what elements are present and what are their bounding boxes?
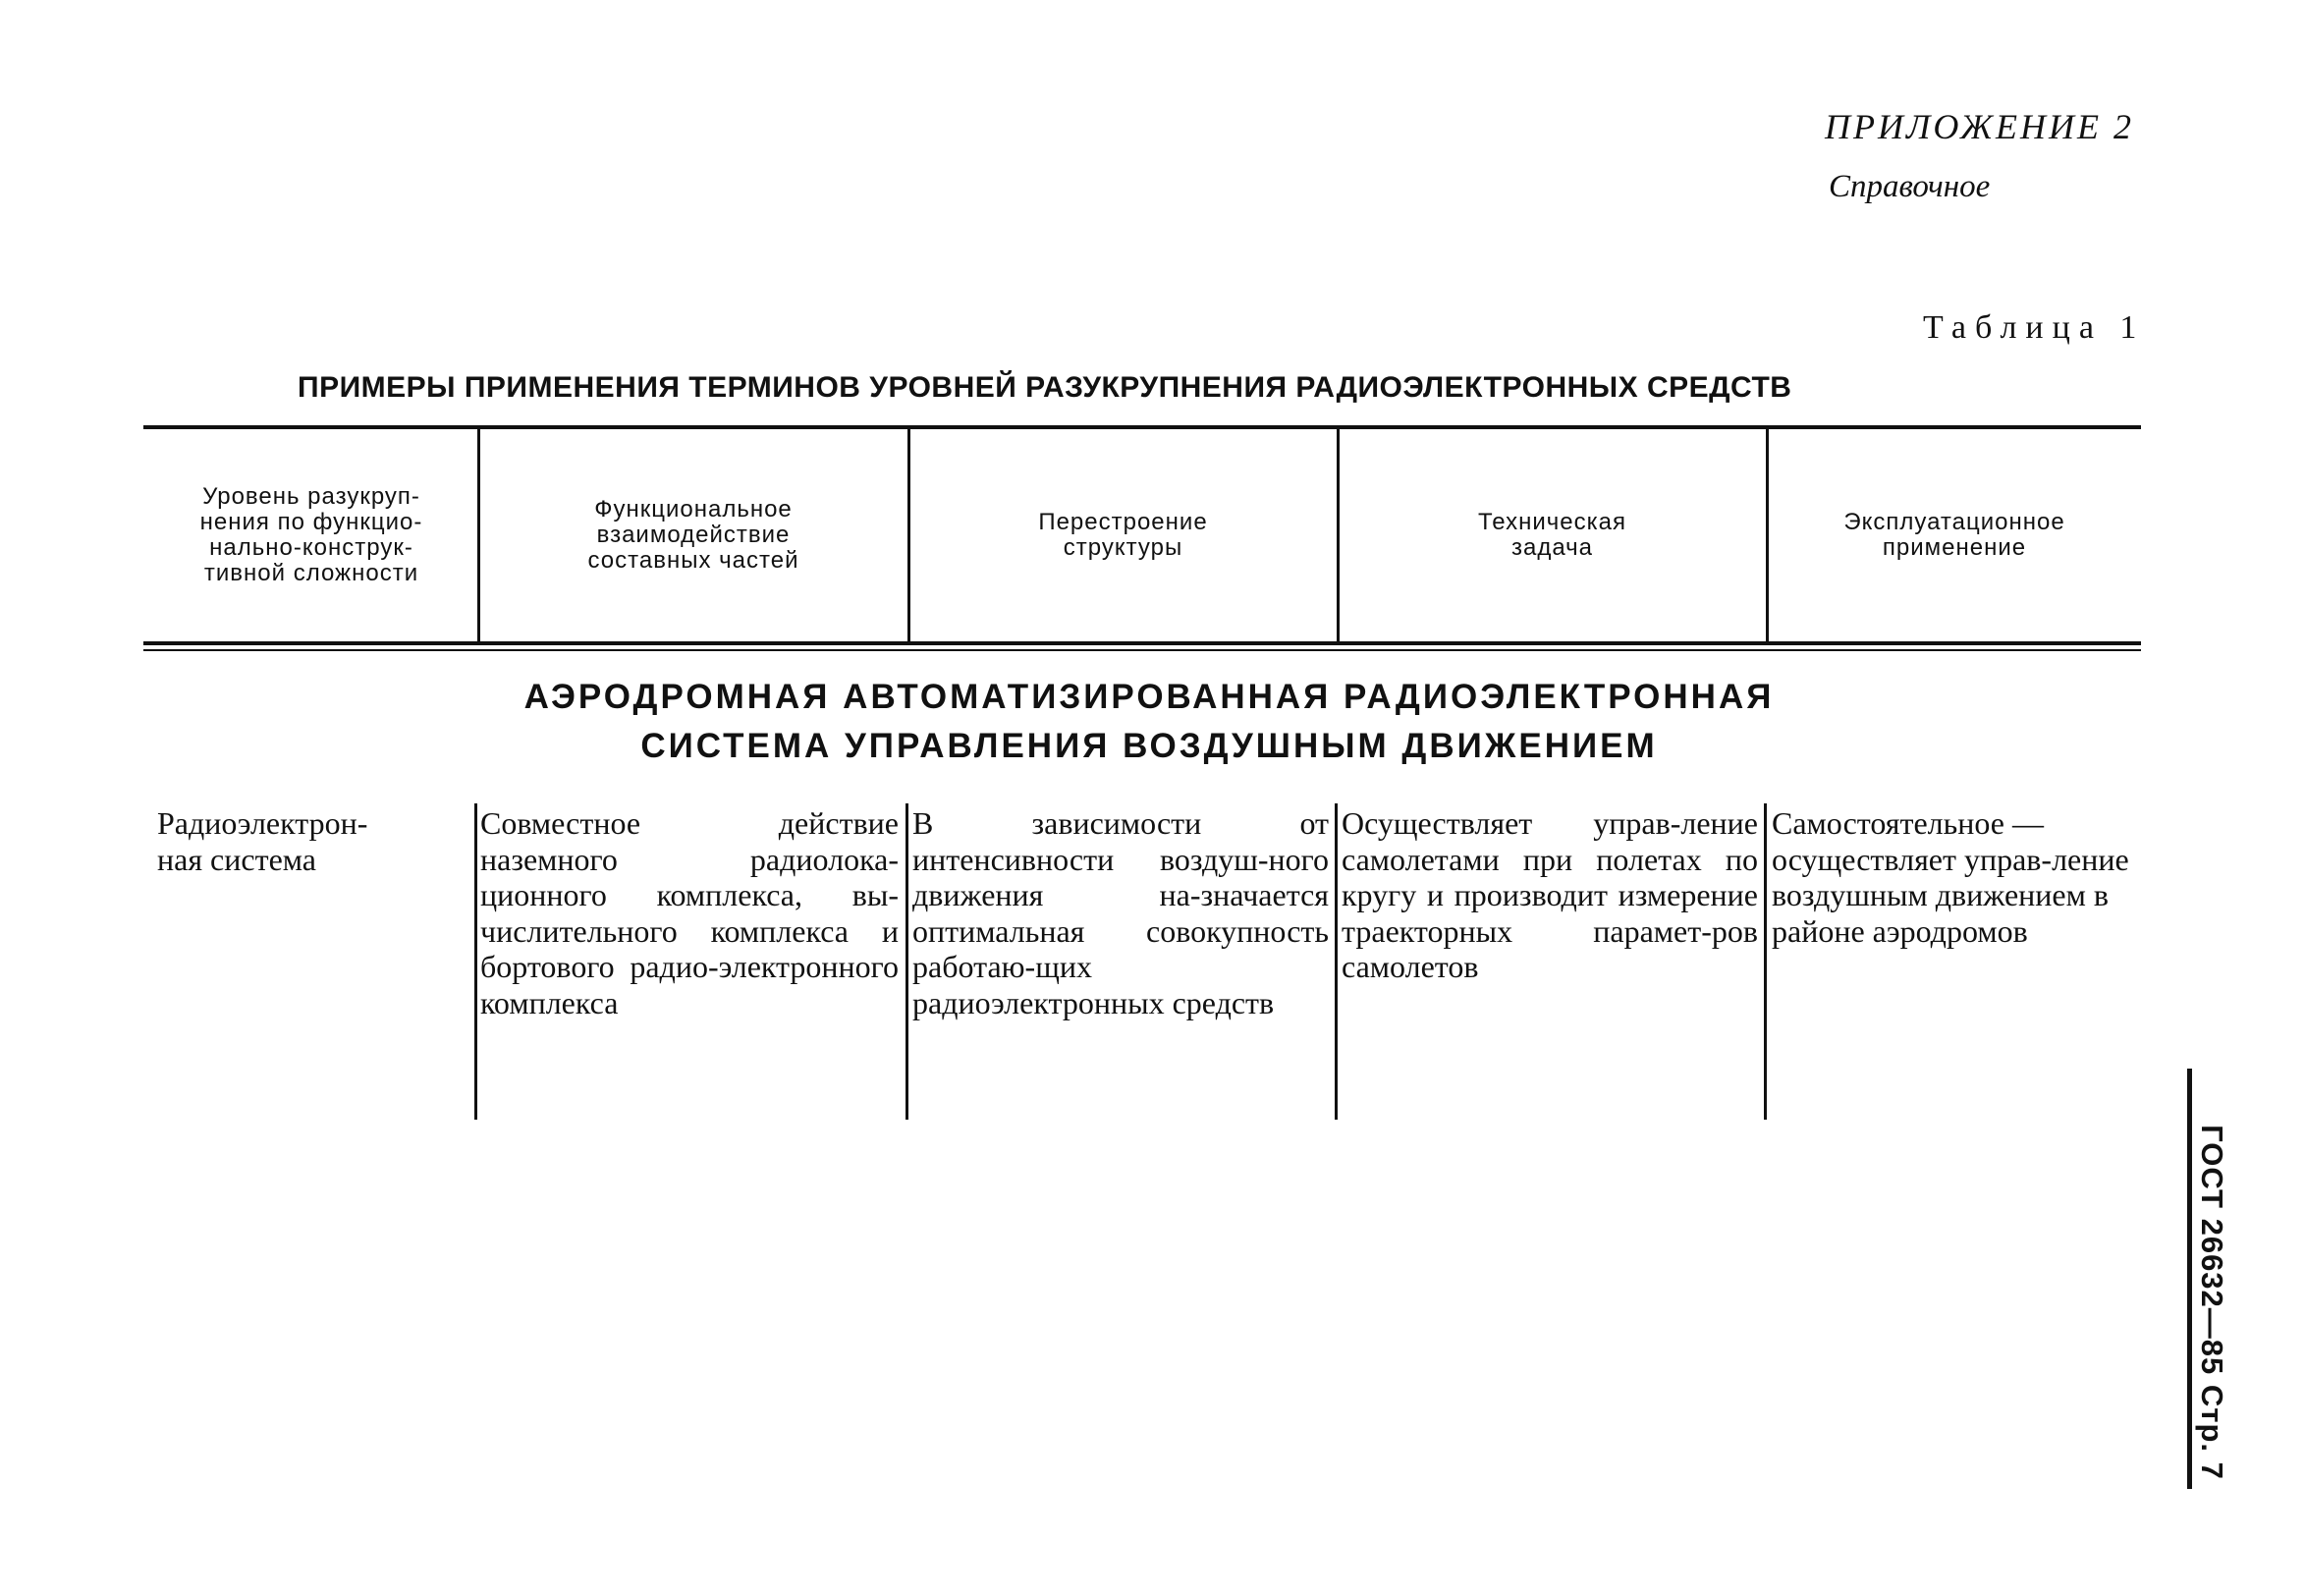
column-header-application: Эксплуатационное применение xyxy=(1843,509,2065,561)
body-divider-2 xyxy=(906,803,908,1120)
appendix-title: ПРИЛОЖЕНИЕ 2 xyxy=(1825,107,2134,146)
body-divider-4 xyxy=(1764,803,1767,1120)
side-mark-text: ГОСТ 26632—85 Стр. 7 xyxy=(2195,1125,2229,1480)
cell-task: Осуществляет управ-ление самолетами при полетах по кругу и производит измерение траекторных парамет-ров самолетов xyxy=(1342,805,1758,984)
cell-restructuring: В зависимости от интенсивности воздуш-ного движения на-значается оптимальная совокупность работаю-щих радиоэлектронных средств xyxy=(912,805,1329,1020)
header-divider-4 xyxy=(1766,429,1769,641)
section-title-line-1: АЭРОДРОМНАЯ АВТОМАТИЗИРОВАННАЯ РАДИОЭЛЕКТРОННАЯ xyxy=(523,678,1775,716)
body-divider-3 xyxy=(1335,803,1338,1120)
section-title xyxy=(354,673,1945,771)
header-bottom-rule-1 xyxy=(143,641,2141,645)
side-mark xyxy=(2194,1112,2229,1493)
column-header-restructuring: Перестроение структуры xyxy=(1038,509,1208,561)
cell-interaction: Совместное действие наземного радиолока-ционного комплекса, вы-числительного комплекса и бортового радио-электронного комплекса xyxy=(480,805,899,1020)
cell-level: Радиоэлектрон- ная система xyxy=(157,805,368,877)
column-header-level: Уровень разукруп- нения по функцио- нально-конструк- тивной сложности xyxy=(199,483,423,586)
cell-application: Самостоятельное — осуществляет управ-ление воздушным движением в районе аэродромов xyxy=(1772,805,2129,949)
column-header-task: Техническая задача xyxy=(1477,509,1626,561)
section-title-line-2: СИСТЕМА УПРАВЛЕНИЯ ВОЗДУШНЫМ ДВИЖЕНИЕМ xyxy=(640,727,1658,765)
header-divider-2 xyxy=(907,429,910,641)
table-heading: ПРИМЕРЫ ПРИМЕНЕНИЯ ТЕРМИНОВ УРОВНЕЙ РАЗУКРУПНЕНИЯ РАДИОЭЛЕКТРОННЫХ СРЕДСТВ xyxy=(298,371,1792,404)
header-bottom-rule-2 xyxy=(143,649,2141,651)
table-top-rule xyxy=(143,425,2141,429)
header-divider-3 xyxy=(1337,429,1340,641)
column-header-interaction: Функциональное взаимодействие составных частей xyxy=(587,496,799,574)
appendix-subtitle: Справочное xyxy=(1829,169,1991,204)
body-divider-1 xyxy=(474,803,477,1120)
header-divider-1 xyxy=(477,429,480,641)
table-label: Таблица 1 xyxy=(1923,309,2146,346)
side-mark-rule xyxy=(2187,1069,2192,1489)
